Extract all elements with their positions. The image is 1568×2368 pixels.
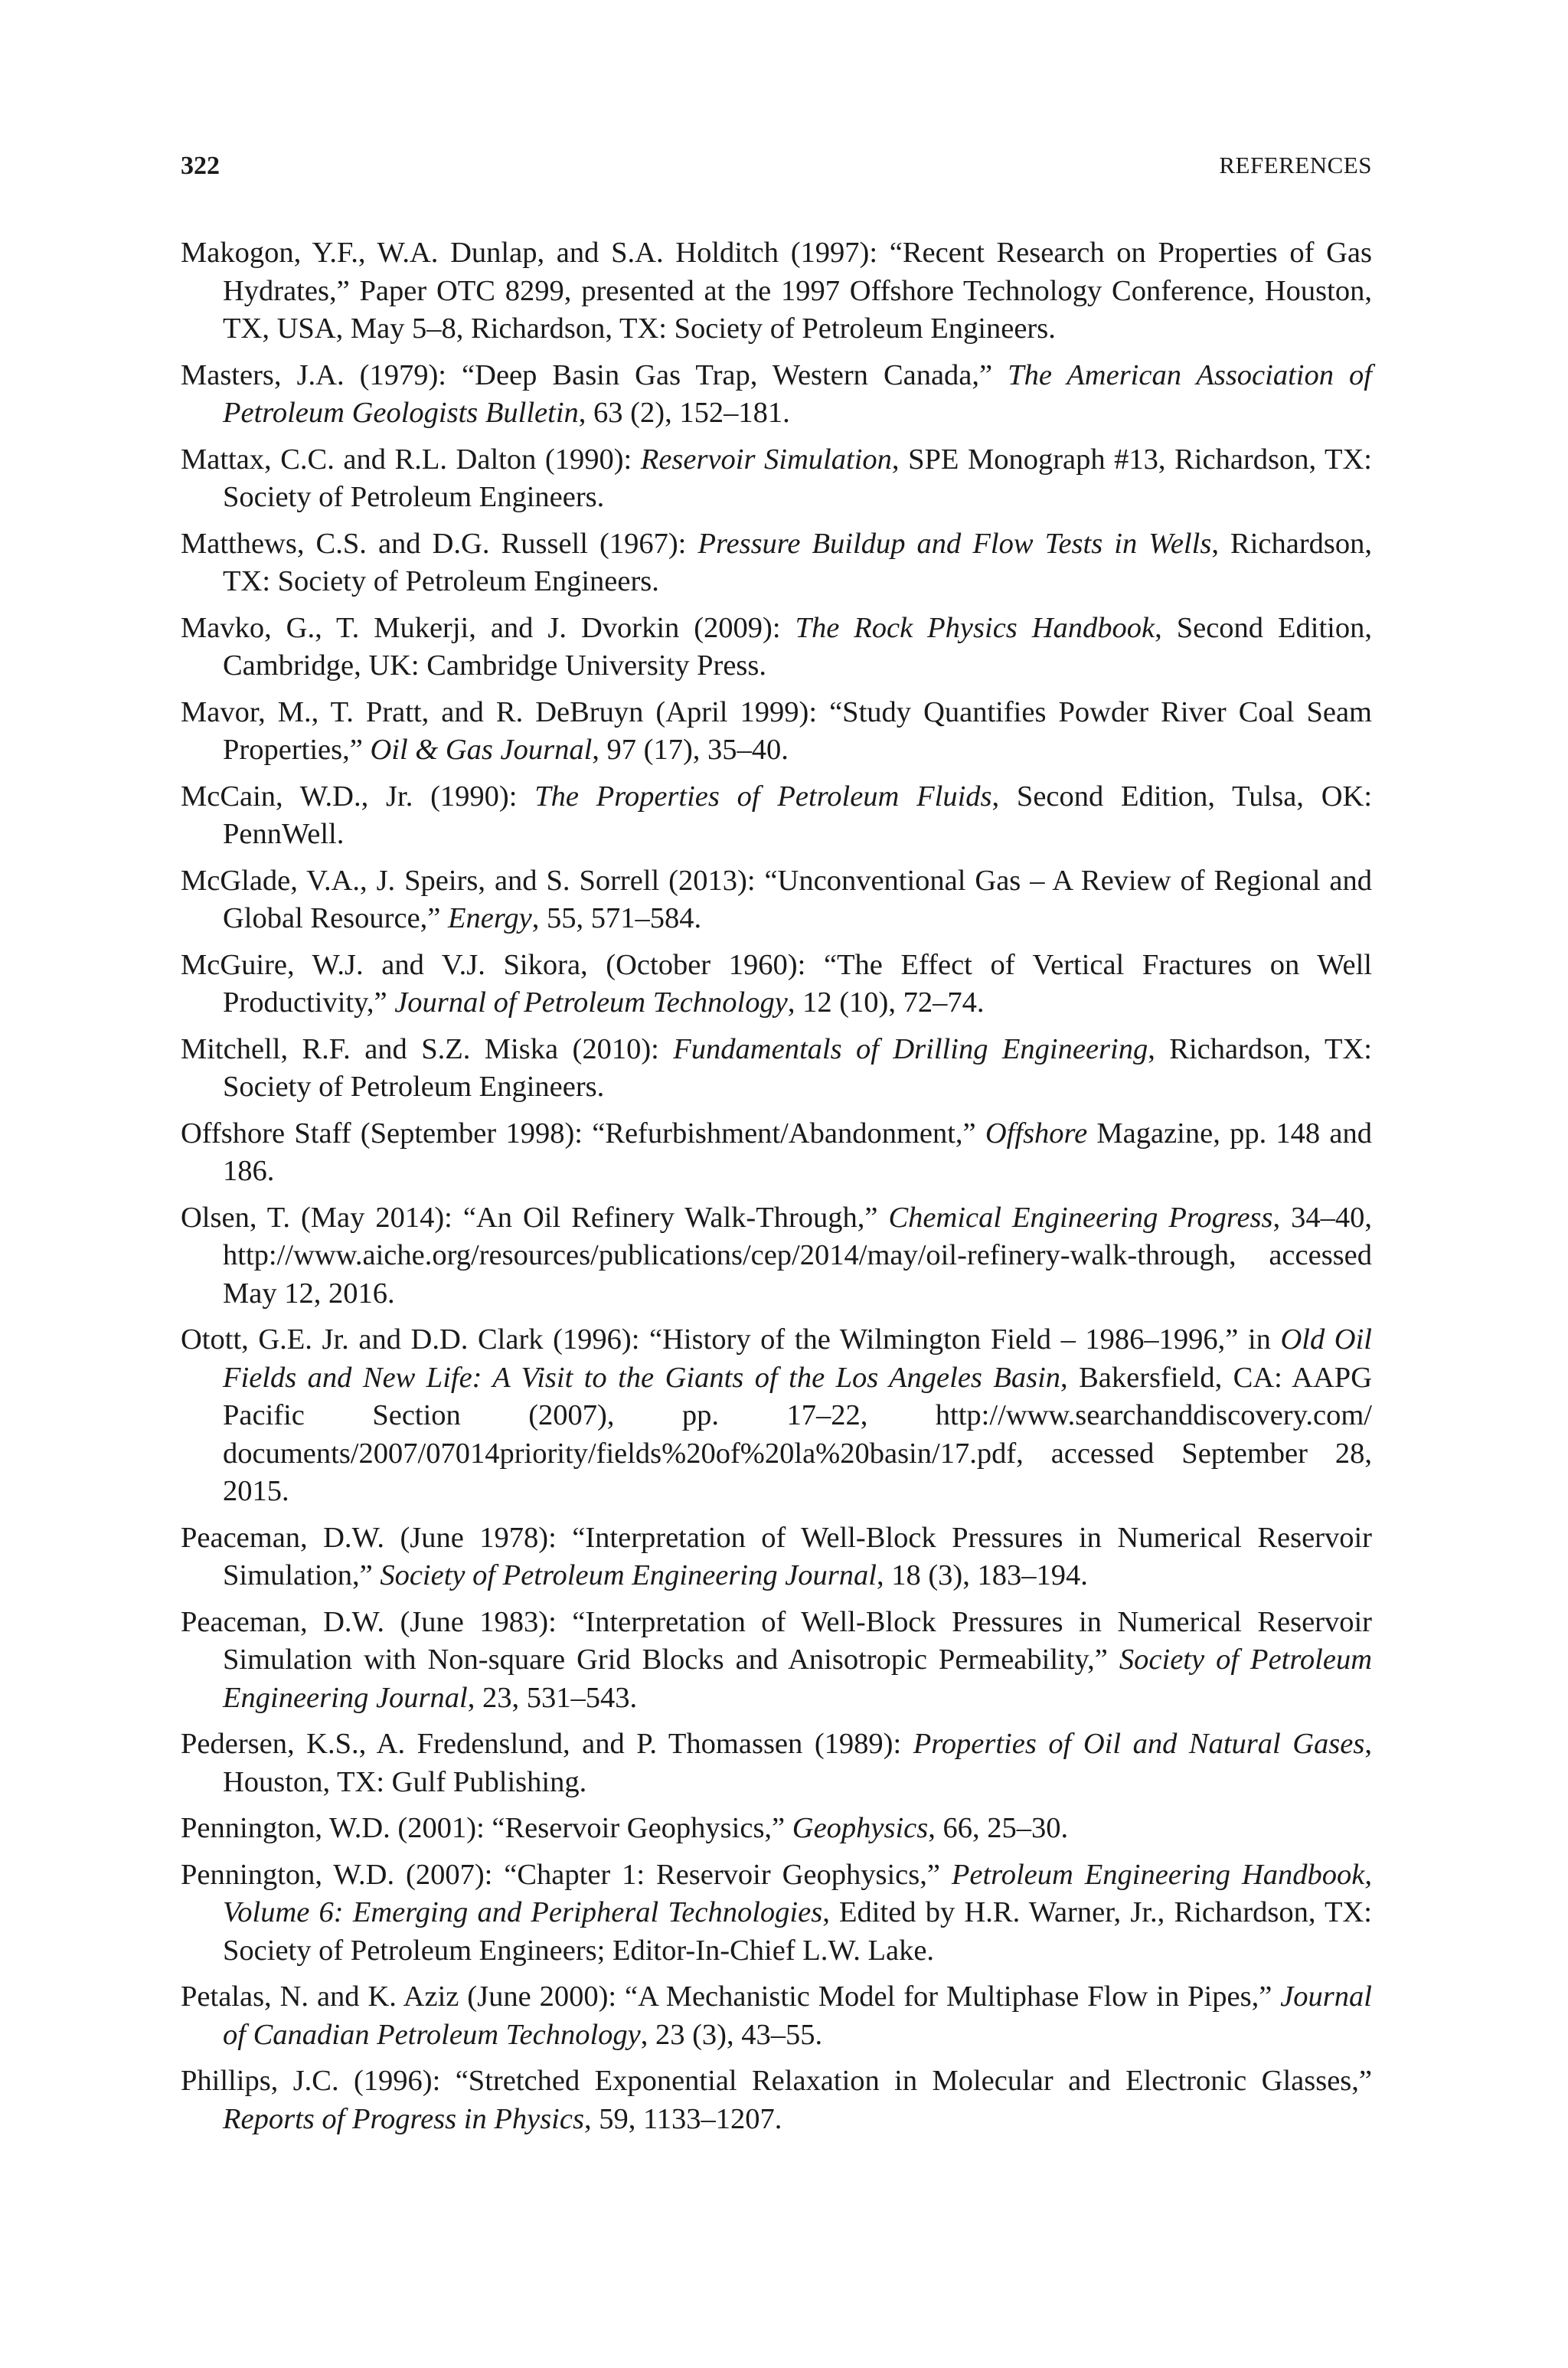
reference-text: Makogon, Y.F., W.A. Dunlap, and S.A. Holditch (1997): “Recent Research on Properties of Gas Hydrates,” Paper OTC 8299, presented at the 1997 Offshore Technology Conference, Houston, TX, USA, May 5–8, Richardson, TX: Society of Petroleum Engineers.: [181, 237, 1372, 345]
reference-text: Petalas, N. and K. Aziz (June 2000): “A Mechanistic Model for Multiphase Flow in Pipes,”: [181, 1980, 1281, 2013]
reference-entry: [181, 610, 1372, 685]
reference-title-italic: Reservoir Simulation: [640, 443, 892, 476]
reference-title-italic: Old Oil Fields and New Life: A Visit to the Giants of the Los Angeles Basin: [223, 1323, 1372, 1394]
reference-text: Offshore Staff (September 1998): “Refurbishment/Abandonment,”: [181, 1117, 985, 1150]
reference-title-italic: Oil & Gas Journal: [370, 734, 593, 766]
reference-title-italic: The Rock Physics Handbook: [795, 611, 1155, 644]
reference-text: , 34–40, http://www.aiche.org/resources/publications/cep/2014/may/oil-refinery-walk-through, accessed May 12, 2016.: [223, 1201, 1372, 1310]
reference-entry: [181, 1978, 1372, 2054]
reference-text: McCain, W.D., Jr. (1990):: [181, 780, 535, 813]
reference-text: , 12 (10), 72–74.: [787, 986, 985, 1019]
reference-text: Peaceman, D.W. (June 1983): “Interpretation of Well-Block Pressures in Numerical Reservoir Simulation with Non-square Grid Blocks and Anisotropic Permeability,”: [181, 1605, 1372, 1676]
running-head: REFERENCES: [1219, 152, 1372, 178]
reference-text: , 66, 25–30.: [928, 1812, 1069, 1844]
reference-entry: [181, 357, 1372, 433]
reference-text: , Bakersfield, CA: AAPG Pacific Section (2007), pp. 17–22, http://www.searchanddiscovery.com/ documents/2007/07014priority/fields%20of%20la%20basin/17.pdf, accessed September 28, 2015.: [223, 1361, 1372, 1507]
reference-entry: [181, 441, 1372, 517]
reference-entry: [181, 778, 1372, 854]
reference-text: , 18 (3), 183–194.: [876, 1559, 1088, 1591]
reference-title-italic: Offshore: [985, 1117, 1088, 1150]
reference-text: , 97 (17), 35–40.: [592, 734, 789, 766]
reference-title-italic: Journal of Canadian Petroleum Technology: [223, 1980, 1372, 2051]
reference-text: , Second Edition, Tulsa, OK: PennWell.: [223, 780, 1373, 850]
reference-title-italic: Chemical Engineering Progress: [888, 1201, 1273, 1234]
reference-text: Mitchell, R.F. and S.Z. Miska (2010):: [181, 1032, 674, 1065]
reference-entry: [181, 1725, 1372, 1801]
reference-text: , 23 (3), 43–55.: [640, 2018, 823, 2051]
reference-title-italic: Journal of Petroleum Technology: [394, 986, 788, 1019]
reference-text: Mattax, C.C. and R.L. Dalton (1990):: [181, 443, 641, 476]
reference-entry: [181, 947, 1372, 1022]
reference-text: , Edited by H.R. Warner, Jr., Richardson, TX: Society of Petroleum Engineers; Editor-In-Chief L.W. Lake.: [223, 1896, 1372, 1967]
reference-entry: [181, 2062, 1372, 2138]
reference-text: , 23, 531–543.: [467, 1681, 638, 1714]
reference-text: Pedersen, K.S., A. Fredenslund, and P. Thomassen (1989):: [181, 1728, 913, 1760]
reference-text: McGuire, W.J. and V.J. Sikora, (October 1960): “The Effect of Vertical Fractures on Well Productivity,”: [181, 948, 1372, 1019]
reference-title-italic: Society of Petroleum Engineering Journal: [380, 1559, 877, 1591]
reference-text: McGlade, V.A., J. Speirs, and S. Sorrell (2013): “Unconventional Gas – A Review of Regional and Global Resource,”: [181, 864, 1372, 934]
page-header: [181, 152, 1372, 195]
reference-title-italic: Geophysics: [792, 1812, 929, 1844]
page-number: 322: [181, 152, 220, 180]
reference-text: Olsen, T. (May 2014): “An Oil Refinery Walk-Through,”: [181, 1201, 889, 1234]
reference-title-italic: Energy: [448, 902, 532, 934]
reference-title-italic: Society of Petroleum Engineering Journal: [223, 1644, 1372, 1714]
reference-text: , 63 (2), 152–181.: [578, 397, 790, 429]
reference-entry: [181, 1115, 1372, 1191]
reference-text: Mavko, G., T. Mukerji, and J. Dvorkin (2009):: [181, 611, 795, 644]
reference-title-italic: Properties of Oil and Natural Gases: [913, 1728, 1365, 1760]
reference-entry: [181, 1519, 1372, 1595]
reference-entry: [181, 1031, 1372, 1107]
reference-text: , 59, 1133–1207.: [583, 2102, 782, 2135]
reference-text: Pennington, W.D. (2001): “Reservoir Geophysics,”: [181, 1812, 792, 1844]
reference-text: Masters, J.A. (1979): “Deep Basin Gas Trap, Western Canada,”: [181, 358, 1008, 391]
reference-text: Peaceman, D.W. (June 1978): “Interpretation of Well-Block Pressures in Numerical Reservoir Simulation,”: [181, 1521, 1372, 1591]
reference-list: [181, 234, 1372, 2147]
reference-title-italic: The American Association of Petroleum Geologists Bulletin: [223, 358, 1372, 429]
reference-title-italic: Fundamentals of Drilling Engineering: [673, 1032, 1148, 1065]
reference-entry: [181, 1321, 1372, 1511]
reference-text: Phillips, J.C. (1996): “Stretched Exponential Relaxation in Molecular and Electronic Glasses,”: [181, 2065, 1372, 2097]
reference-text: , 55, 571–584.: [531, 902, 702, 934]
reference-title-italic: Pressure Buildup and Flow Tests in Wells: [697, 527, 1212, 560]
reference-entry: [181, 1856, 1372, 1971]
reference-text: Magazine, pp. 148 and 186.: [223, 1117, 1373, 1187]
reference-text: Matthews, C.S. and D.G. Russell (1967):: [181, 527, 698, 560]
reference-text: Mavor, M., T. Pratt, and R. DeBruyn (April 1999): “Study Quantifies Powder River Coal Seam Properties,”: [181, 695, 1372, 766]
reference-text: , Richardson, TX: Society of Petroleum Engineers.: [223, 527, 1372, 597]
reference-entry: [181, 1810, 1372, 1848]
reference-entry: [181, 862, 1372, 938]
reference-title-italic: Petroleum Engineering Handbook, Volume 6: Emerging and Peripheral Technologies: [223, 1858, 1372, 1928]
reference-entry: [181, 1199, 1372, 1313]
reference-entry: [181, 1604, 1372, 1718]
reference-text: , Second Edition, Cambridge, UK: Cambridge University Press.: [223, 611, 1372, 682]
reference-title-italic: Reports of Progress in Physics: [223, 2102, 584, 2135]
reference-entry: [181, 525, 1372, 601]
reference-text: , SPE Monograph #13, Richardson, TX: Society of Petroleum Engineers.: [223, 443, 1372, 513]
reference-entry: [181, 234, 1372, 348]
reference-text: Pennington, W.D. (2007): “Chapter 1: Reservoir Geophysics,”: [181, 1858, 952, 1891]
reference-title-italic: The Properties of Petroleum Fluids: [534, 780, 992, 813]
reference-text: , Richardson, TX: Society of Petroleum Engineers.: [223, 1032, 1372, 1103]
reference-text: , Houston, TX: Gulf Publishing.: [223, 1728, 1372, 1798]
reference-entry: [181, 694, 1372, 770]
reference-text: Otott, G.E. Jr. and D.D. Clark (1996): “History of the Wilmington Field – 1986–1996,” in: [181, 1323, 1281, 1356]
